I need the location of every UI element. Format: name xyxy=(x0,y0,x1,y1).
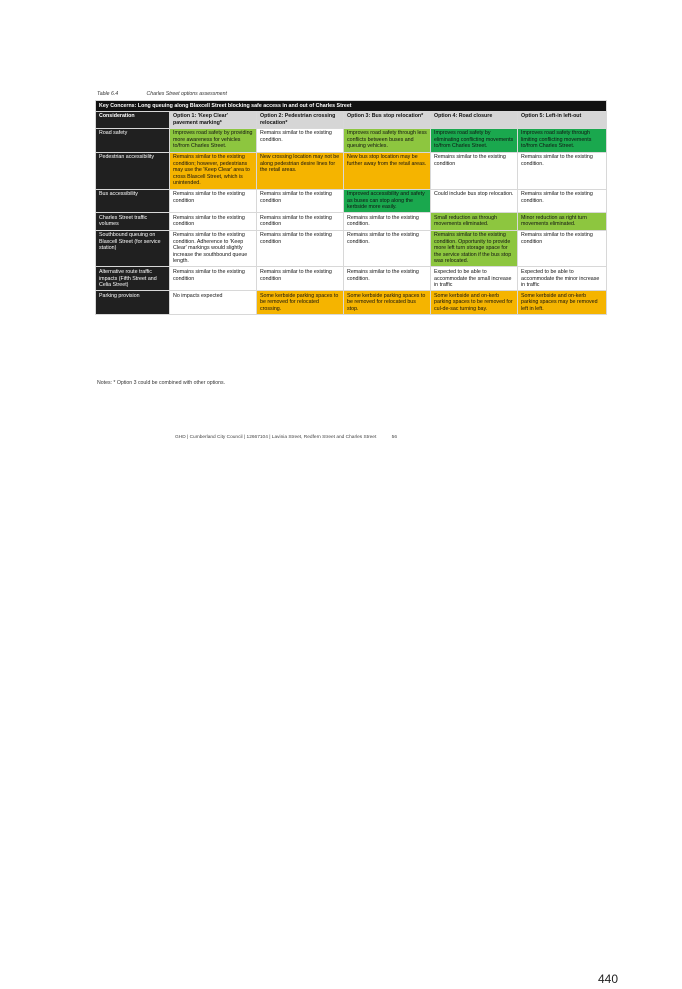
table-number: Table 6.4 xyxy=(97,91,119,97)
header-option-4: Option 4: Road closure xyxy=(431,111,518,128)
option-1-cell: Improves road safety by providing more awareness for vehicles to/from Charles Street. xyxy=(170,128,257,152)
option-5-cell: Some kerbside and on-kerb parking spaces may be removed left in left. xyxy=(518,291,607,315)
option-2-cell: Some kerbside parking spaces to be removed for relocated crossing. xyxy=(257,291,344,315)
option-1-cell: Remains similar to the existing condition; however, pedestrians may use the 'Keep Clear' area to cross Blaxcell Street, which is unintended. xyxy=(170,152,257,189)
option-5-cell: Remains similar to the existing condition. xyxy=(518,189,607,213)
option-3-cell: Some kerbside parking spaces to be removed for relocated bus stop. xyxy=(344,291,431,315)
option-2-cell: Remains similar to the existing condition xyxy=(257,213,344,230)
option-5-cell: Minor reduction as right turn movements eliminated. xyxy=(518,213,607,230)
option-5-cell: Remains similar to the existing condition. xyxy=(518,152,607,189)
table-row xyxy=(96,189,607,213)
consideration-cell: Southbound queuing on Blaxcell Street (for service station) xyxy=(96,230,170,267)
header-consideration: Consideration xyxy=(96,111,170,128)
consideration-cell: Pedestrian accessibility xyxy=(96,152,170,189)
table-row xyxy=(96,230,607,267)
option-5-cell: Improves road safety through limiting conflicting movements to/from Charles Street. xyxy=(518,128,607,152)
option-2-cell: Remains similar to the existing condition xyxy=(257,189,344,213)
table-caption xyxy=(97,91,227,97)
footer-page: 56 xyxy=(391,435,397,440)
option-4-cell: Expected to be able to accommodate the small increase in traffic xyxy=(431,267,518,291)
option-2-cell: Remains similar to the existing condition xyxy=(257,230,344,267)
consideration-cell: Parking provision xyxy=(96,291,170,315)
consideration-cell: Bus accessibility xyxy=(96,189,170,213)
option-4-cell: Improves road safety by eliminating conflicting movements to/from Charles Street. xyxy=(431,128,518,152)
option-1-cell: Remains similar to the existing condition. Adherence to 'Keep Clear' markings would slightly increase the southbound queue length. xyxy=(170,230,257,267)
option-2-cell: Remains similar to the existing condition xyxy=(257,267,344,291)
table-row xyxy=(96,267,607,291)
option-5-cell: Expected to be able to accommodate the minor increase in traffic xyxy=(518,267,607,291)
options-assessment-table xyxy=(95,100,607,315)
option-1-cell: Remains similar to the existing condition xyxy=(170,189,257,213)
table-row xyxy=(96,291,607,315)
table-title: Charles Street options assessment xyxy=(146,91,227,97)
option-3-cell: Improves road safety through less conflicts between buses and queuing vehicles. xyxy=(344,128,431,152)
option-4-cell: Remains similar to the existing condition xyxy=(431,152,518,189)
option-3-cell: Remains similar to the existing condition. xyxy=(344,213,431,230)
option-3-cell: New bus stop location may be further away from the retail areas. xyxy=(344,152,431,189)
option-3-cell: Improved accessibility and safety as buses can stop along the kerbside more easily. xyxy=(344,189,431,213)
header-option-1: Option 1: 'Keep Clear' pavement marking* xyxy=(170,111,257,128)
table-row xyxy=(96,152,607,189)
key-concern-row xyxy=(96,101,607,112)
header-row xyxy=(96,111,607,128)
option-3-cell: Remains similar to the existing condition. xyxy=(344,230,431,267)
header-option-2: Option 2: Pedestrian crossing relocation* xyxy=(257,111,344,128)
option-3-cell: Remains similar to the existing condition. xyxy=(344,267,431,291)
option-4-cell: Could include bus stop relocation. xyxy=(431,189,518,213)
page-number: 440 xyxy=(598,972,619,986)
option-1-cell: No impacts expected xyxy=(170,291,257,315)
footer-text: GHD | Cumberland City Council | 12667104 | Lavinia Street, Redfern Street and Charles Street xyxy=(175,435,377,440)
header-option-5: Option 5: Left-in left-out xyxy=(518,111,607,128)
consideration-cell: Road safety xyxy=(96,128,170,152)
consideration-cell: Alternative route traffic impacts (Fifth Street and Celia Street) xyxy=(96,267,170,291)
page-footer xyxy=(175,435,397,440)
consideration-cell: Charles Street traffic volumes xyxy=(96,213,170,230)
option-1-cell: Remains similar to the existing condition xyxy=(170,267,257,291)
table-row xyxy=(96,128,607,152)
key-concern: Key Concerns: Long queuing along Blaxcell Street blocking safe access in and out of Charles Street xyxy=(96,101,607,112)
option-1-cell: Remains similar to the existing condition xyxy=(170,213,257,230)
option-2-cell: New crossing location may not be along pedestrian desire lines for the retail areas. xyxy=(257,152,344,189)
option-4-cell: Remains similar to the existing condition. Opportunity to provide more left turn storage space for the service station if the bus stop was relocated. xyxy=(431,230,518,267)
option-4-cell: Some kerbside and on-kerb parking spaces to be removed for cul-de-sac turning bay. xyxy=(431,291,518,315)
table-notes: Notes: * Option 3 could be combined with other options. xyxy=(97,380,226,386)
option-2-cell: Remains similar to the existing condition. xyxy=(257,128,344,152)
table-row xyxy=(96,213,607,230)
header-option-3: Option 3: Bus stop relocation* xyxy=(344,111,431,128)
option-5-cell: Remains similar to the existing condition xyxy=(518,230,607,267)
option-4-cell: Small reduction as through movements eliminated. xyxy=(431,213,518,230)
